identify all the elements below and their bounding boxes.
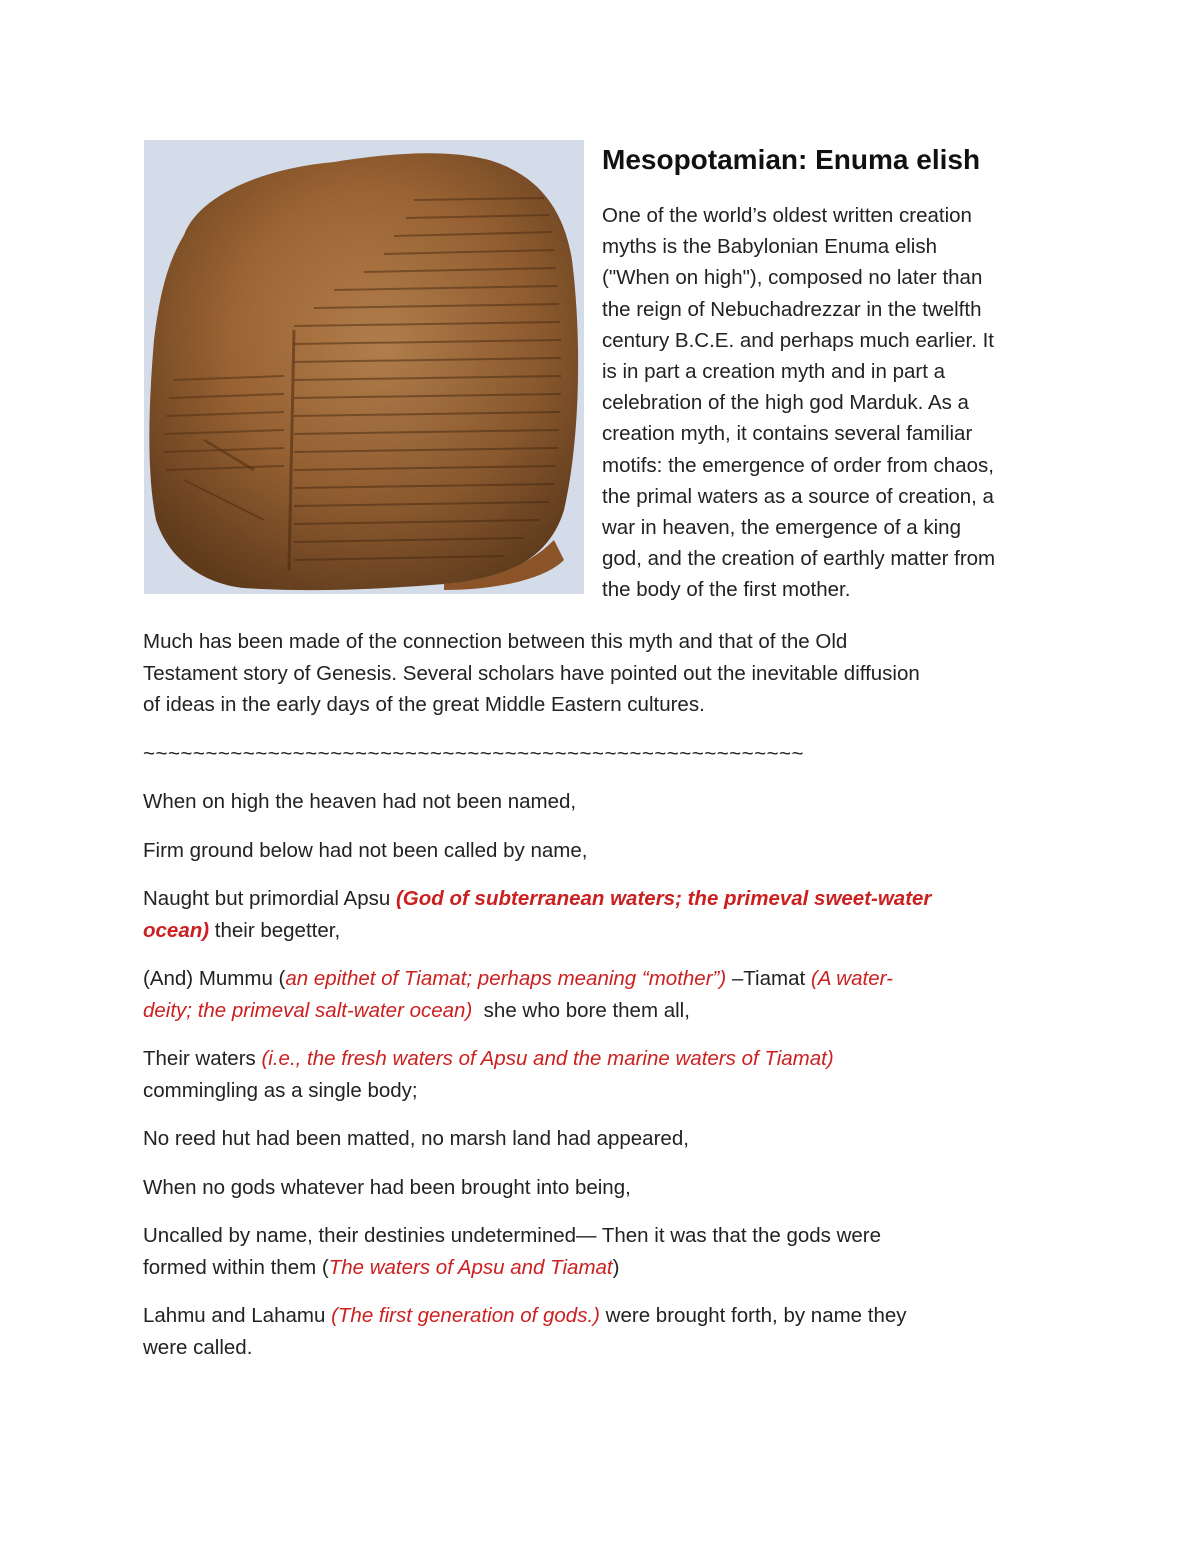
verse-text: –Tiamat xyxy=(726,967,811,990)
verse-6: No reed hut had been matted, no marsh land had appeared, xyxy=(143,1127,689,1150)
intro-line: is in part a creation myth and in part a xyxy=(602,360,945,384)
intro-line: myths is the Babylonian Enuma elish xyxy=(602,235,938,259)
intro-line: the reign of Nebuchadrezzar in the twelfth xyxy=(602,297,982,321)
verse-text: were brought forth, by name they xyxy=(599,1304,907,1327)
cuneiform-tablet-image xyxy=(144,140,584,594)
intro-line: motifs: the emergence of order from chaos, xyxy=(602,453,994,477)
verse-text: she who bore them all, xyxy=(472,998,690,1022)
verse-text: Lahmu and Lahamu xyxy=(143,1304,332,1327)
commentary-paragraph xyxy=(143,626,1073,721)
verse-text: their begetter, xyxy=(209,918,341,942)
annotation-tiamat: (A water- xyxy=(810,967,893,990)
verse-5 xyxy=(143,1043,1073,1106)
annotation-apsu-cont: ocean) xyxy=(143,918,210,942)
verse-4 xyxy=(143,963,1073,1026)
intro-column xyxy=(602,140,1072,606)
intro-line: century B.C.E. and perhaps much earlier. It xyxy=(602,328,994,352)
verse-2: Firm ground below had not been called by name, xyxy=(143,838,588,862)
intro-line: war in heaven, the emergence of a king xyxy=(602,516,961,540)
verse-text: (And) Mummu ( xyxy=(143,967,286,990)
body-column xyxy=(143,626,1073,1363)
commentary-line: Much has been made of the connection between this myth and that of the Old xyxy=(143,630,848,653)
intro-line: the primal waters as a source of creation, a xyxy=(602,484,994,508)
intro-line: One of the world’s oldest written creation xyxy=(602,204,972,227)
tilde-separator: ~~~~~~~~~~~~~~~~~~~~~~~~~~~~~~~~~~~~~~~~~~~~~~~~~~~~~ xyxy=(143,741,804,765)
verse-1: When on high the heaven had not been named, xyxy=(143,790,577,813)
annotation-waters: (i.e., the fresh waters of Apsu and the marine waters of Tiamat) xyxy=(261,1047,834,1070)
annotation-tiamat-cont: deity; the primeval salt-water ocean) xyxy=(143,998,473,1022)
verse-text: commingling as a single body; xyxy=(143,1078,418,1102)
verse-text: ) xyxy=(612,1255,620,1279)
intro-line: celebration of the high god Marduk. As a xyxy=(602,391,969,415)
intro-paragraph xyxy=(602,200,1072,606)
verse-8 xyxy=(143,1220,1073,1283)
verse-text: Their waters xyxy=(143,1047,262,1070)
intro-line: god, and the creation of earthly matter from xyxy=(602,547,996,571)
intro-line: creation myth, it contains several familiar xyxy=(602,422,973,446)
commentary-line: of ideas in the early days of the great Middle Eastern cultures. xyxy=(143,693,705,716)
annotation-first-gods: (The first generation of gods.) xyxy=(331,1304,600,1327)
intro-line: ("When on high"), composed no later than xyxy=(602,266,983,290)
verse-text: Uncalled by name, their destinies undetermined— Then it was that the gods were xyxy=(143,1224,882,1247)
verse-7: When no gods whatever had been brought into being, xyxy=(143,1175,631,1199)
intro-line: the body of the first mother. xyxy=(602,578,851,602)
annotation-mummu: an epithet of Tiamat; perhaps meaning “mother”) xyxy=(285,967,727,990)
verse-text: formed within them ( xyxy=(143,1255,329,1279)
verse-9 xyxy=(143,1300,1073,1363)
verse-3 xyxy=(143,883,1073,946)
page-title: Mesopotamian: Enuma elish xyxy=(602,144,981,175)
annotation-apsu: (God of subterranean waters; the primeval sweet-water xyxy=(395,887,932,910)
commentary-line: Testament story of Genesis. Several scholars have pointed out the inevitable diffusion xyxy=(143,661,920,685)
verse-text: Naught but primordial Apsu xyxy=(143,887,396,910)
annotation-waters-apsu-tiamat: The waters of Apsu and Tiamat xyxy=(328,1255,613,1279)
verse-text: were called. xyxy=(143,1335,253,1359)
